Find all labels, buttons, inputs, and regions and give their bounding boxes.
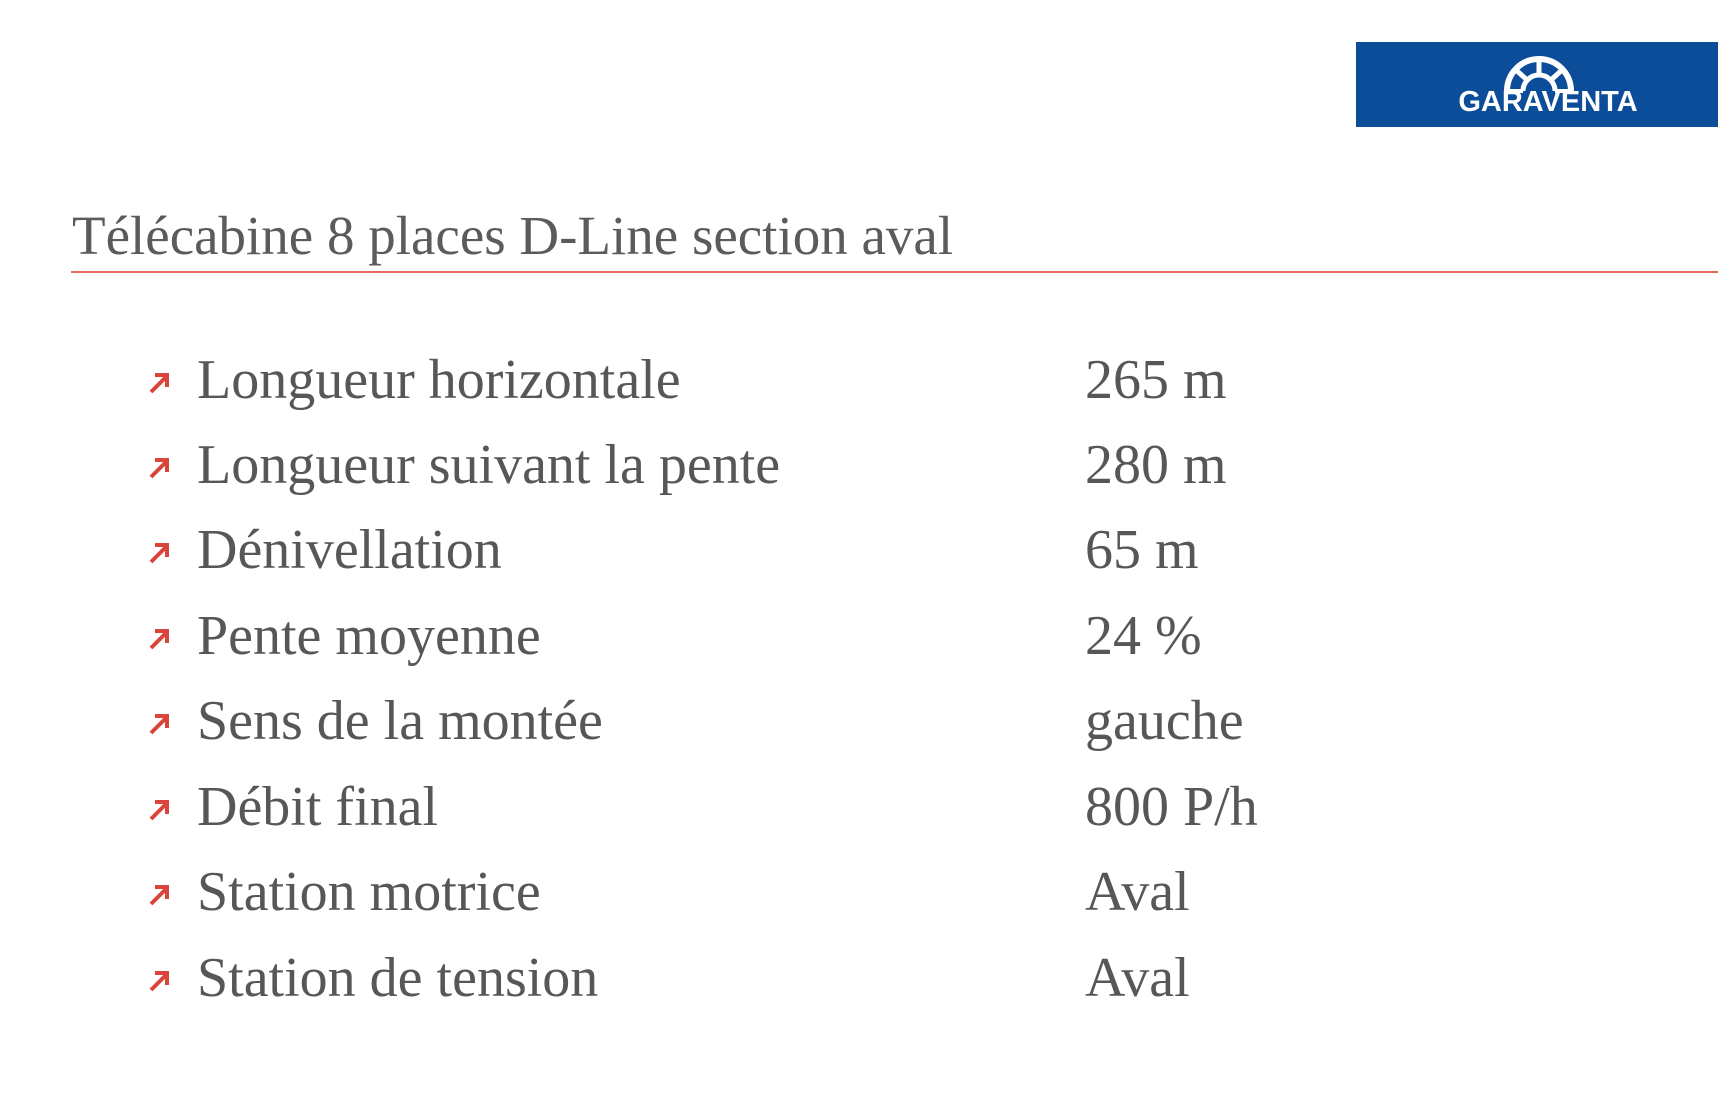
spec-label: Station motrice — [197, 861, 541, 923]
red-diagonal-arrow-icon — [146, 540, 172, 566]
spec-row — [0, 425, 1400, 505]
red-diagonal-arrow-icon — [146, 455, 172, 481]
title-underline — [71, 271, 1718, 273]
spec-value: 280 m — [1085, 434, 1227, 496]
logo-wordmark: GARAVENTA — [1458, 86, 1638, 118]
spec-row — [0, 510, 1400, 590]
red-diagonal-arrow-icon — [146, 370, 172, 396]
red-diagonal-arrow-icon — [146, 882, 172, 908]
spec-row — [0, 767, 1400, 847]
red-diagonal-arrow-icon — [146, 626, 172, 652]
spec-row — [0, 681, 1400, 761]
spec-value: Aval — [1085, 947, 1190, 1009]
spec-label: Débit final — [197, 776, 439, 838]
slide-title: Télécabine 8 places D-Line section aval — [72, 205, 954, 266]
spec-row — [0, 852, 1400, 932]
spec-label: Longueur horizontale — [197, 349, 681, 411]
spec-value: 265 m — [1085, 349, 1227, 411]
spec-label: Pente moyenne — [197, 605, 541, 667]
garaventa-logo — [1356, 42, 1718, 127]
spec-value: Aval — [1085, 861, 1190, 923]
spec-label: Sens de la montée — [197, 690, 603, 752]
spec-value: gauche — [1085, 690, 1244, 752]
spec-label: Longueur suivant la pente — [197, 434, 781, 496]
spec-label: Station de tension — [197, 947, 599, 1009]
spec-value: 65 m — [1085, 519, 1199, 581]
spec-row — [0, 340, 1400, 420]
spec-value: 800 P/h — [1085, 776, 1258, 838]
red-diagonal-arrow-icon — [146, 711, 172, 737]
spec-value: 24 % — [1085, 605, 1202, 667]
spec-row — [0, 596, 1400, 676]
spec-row — [0, 938, 1400, 1018]
red-diagonal-arrow-icon — [146, 968, 172, 994]
spec-label: Dénivellation — [197, 519, 502, 581]
red-diagonal-arrow-icon — [146, 797, 172, 823]
